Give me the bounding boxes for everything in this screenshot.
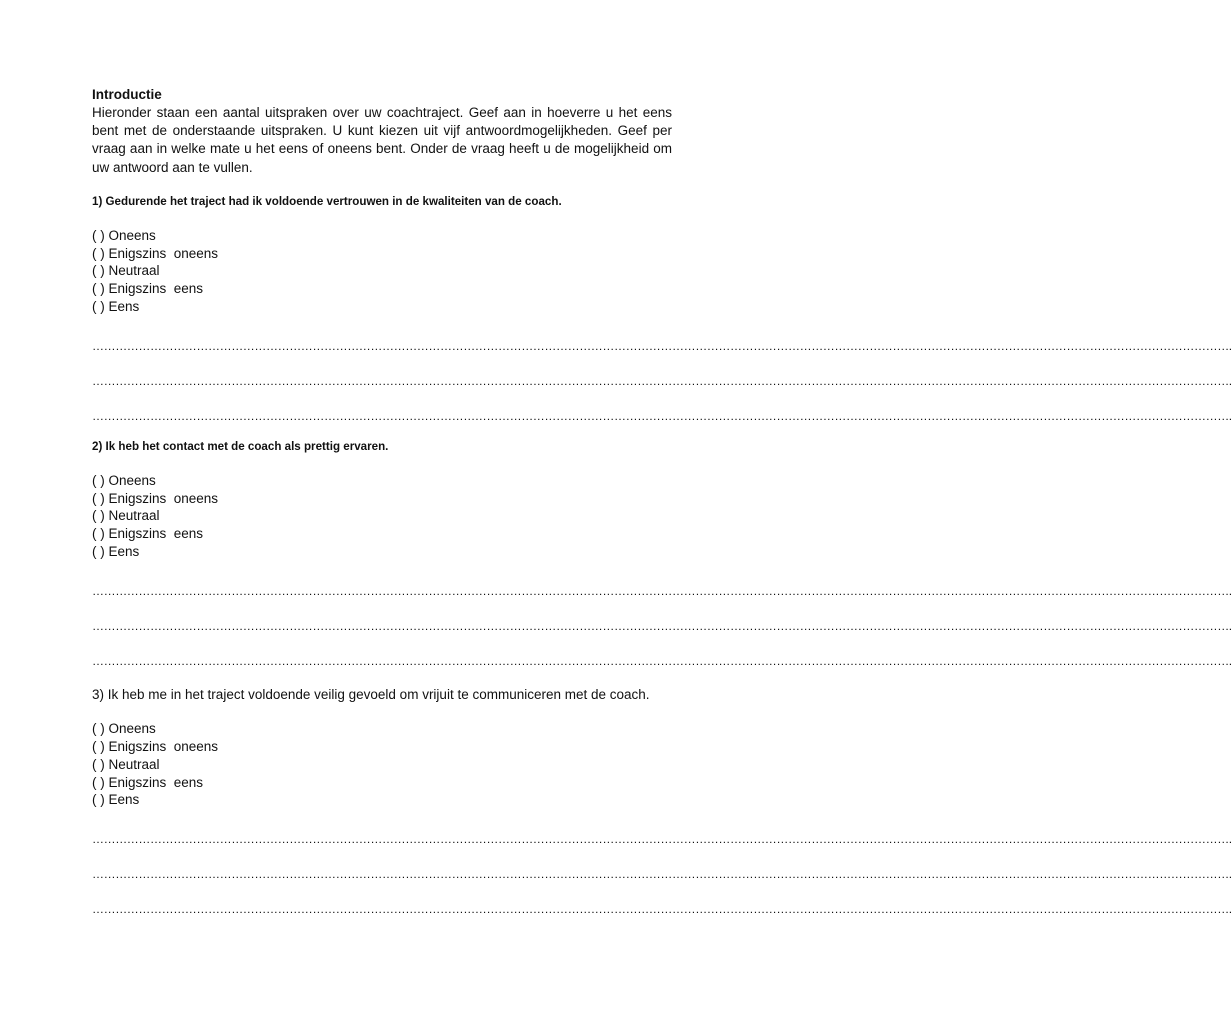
- option-enigszins-oneens[interactable]: ( ) Enigszins oneens: [92, 739, 219, 755]
- question-1-text: 1) Gedurende het traject had ik voldoende vertrouwen in de kwaliteiten van de coach.: [92, 194, 562, 208]
- answer-line[interactable]: …………………………………………………………………………………………………………………………………………………………………………………………………………………………………………………………………….: [92, 832, 1232, 847]
- intro-text: Hieronder staan een aantal uitspraken over uw coachtraject. Geef aan in hoeverre u het eens bent met de onderstaande uitspraken. U kunt kiezen uit vijf antwoordmogelijkheden. Geef per vraag aan in welke mate u het eens of oneens bent. Onder de vraag heeft u de mogelijkheid om uw antwoord aan te vullen.: [92, 105, 672, 175]
- answer-line[interactable]: …………………………………………………………………………………………………………………………………………………………………………………………………………………………………………………………………….: [92, 867, 1232, 882]
- option-eens[interactable]: ( ) Eens: [92, 543, 140, 559]
- option-oneens[interactable]: ( ) Oneens: [92, 721, 156, 737]
- option-enigszins-oneens[interactable]: ( ) Enigszins oneens: [92, 490, 219, 506]
- option-oneens[interactable]: ( ) Oneens: [92, 472, 156, 488]
- answer-line[interactable]: …………………………………………………………………………………………………………………………………………………………………………………………………………………………………………………………………….: [92, 618, 1232, 633]
- answer-line[interactable]: …………………………………………………………………………………………………………………………………………………………………………………………………………………………………………………………………….: [92, 408, 1232, 423]
- answer-line[interactable]: …………………………………………………………………………………………………………………………………………………………………………………………………………………………………………………………………….: [92, 373, 1232, 388]
- intro-title: Introductie: [92, 87, 162, 102]
- question-1-options: [92, 227, 672, 316]
- option-oneens[interactable]: ( ) Oneens: [92, 227, 156, 243]
- option-enigszins-eens[interactable]: ( ) Enigszins eens: [92, 774, 204, 790]
- question-block-1: [92, 193, 1232, 423]
- option-eens[interactable]: ( ) Eens: [92, 299, 140, 314]
- question-block-2: [92, 438, 1232, 668]
- option-enigszins-oneens[interactable]: ( ) Enigszins oneens: [92, 245, 219, 261]
- answer-line[interactable]: …………………………………………………………………………………………………………………………………………………………………………………………………………………………………………………………………….: [92, 653, 1232, 668]
- option-enigszins-eens[interactable]: ( ) Enigszins eens: [92, 526, 204, 542]
- question-block-3: [92, 686, 1232, 917]
- answer-line[interactable]: …………………………………………………………………………………………………………………………………………………………………………………………………………………………………………………………………….: [92, 583, 1232, 598]
- questionnaire-page: [92, 86, 1232, 917]
- question-3-text: 3) Ik heb me in het traject voldoende veilig gevoeld om vrijuit te communiceren met de coach.: [92, 686, 650, 702]
- question-2-text: 2) Ik heb het contact met de coach als prettig ervaren.: [92, 439, 389, 453]
- option-neutraal[interactable]: ( ) Neutraal: [92, 263, 160, 279]
- answer-line[interactable]: …………………………………………………………………………………………………………………………………………………………………………………………………………………………………………………………………….: [92, 902, 1232, 917]
- option-neutraal[interactable]: ( ) Neutraal: [92, 508, 160, 524]
- answer-line[interactable]: …………………………………………………………………………………………………………………………………………………………………………………………………………………………………………………………………….: [92, 338, 1232, 353]
- option-enigszins-eens[interactable]: ( ) Enigszins eens: [92, 281, 204, 297]
- option-eens[interactable]: ( ) Eens: [92, 792, 140, 808]
- question-3-options: [92, 720, 672, 809]
- question-2-options: [92, 472, 672, 561]
- option-neutraal[interactable]: ( ) Neutraal: [92, 756, 160, 772]
